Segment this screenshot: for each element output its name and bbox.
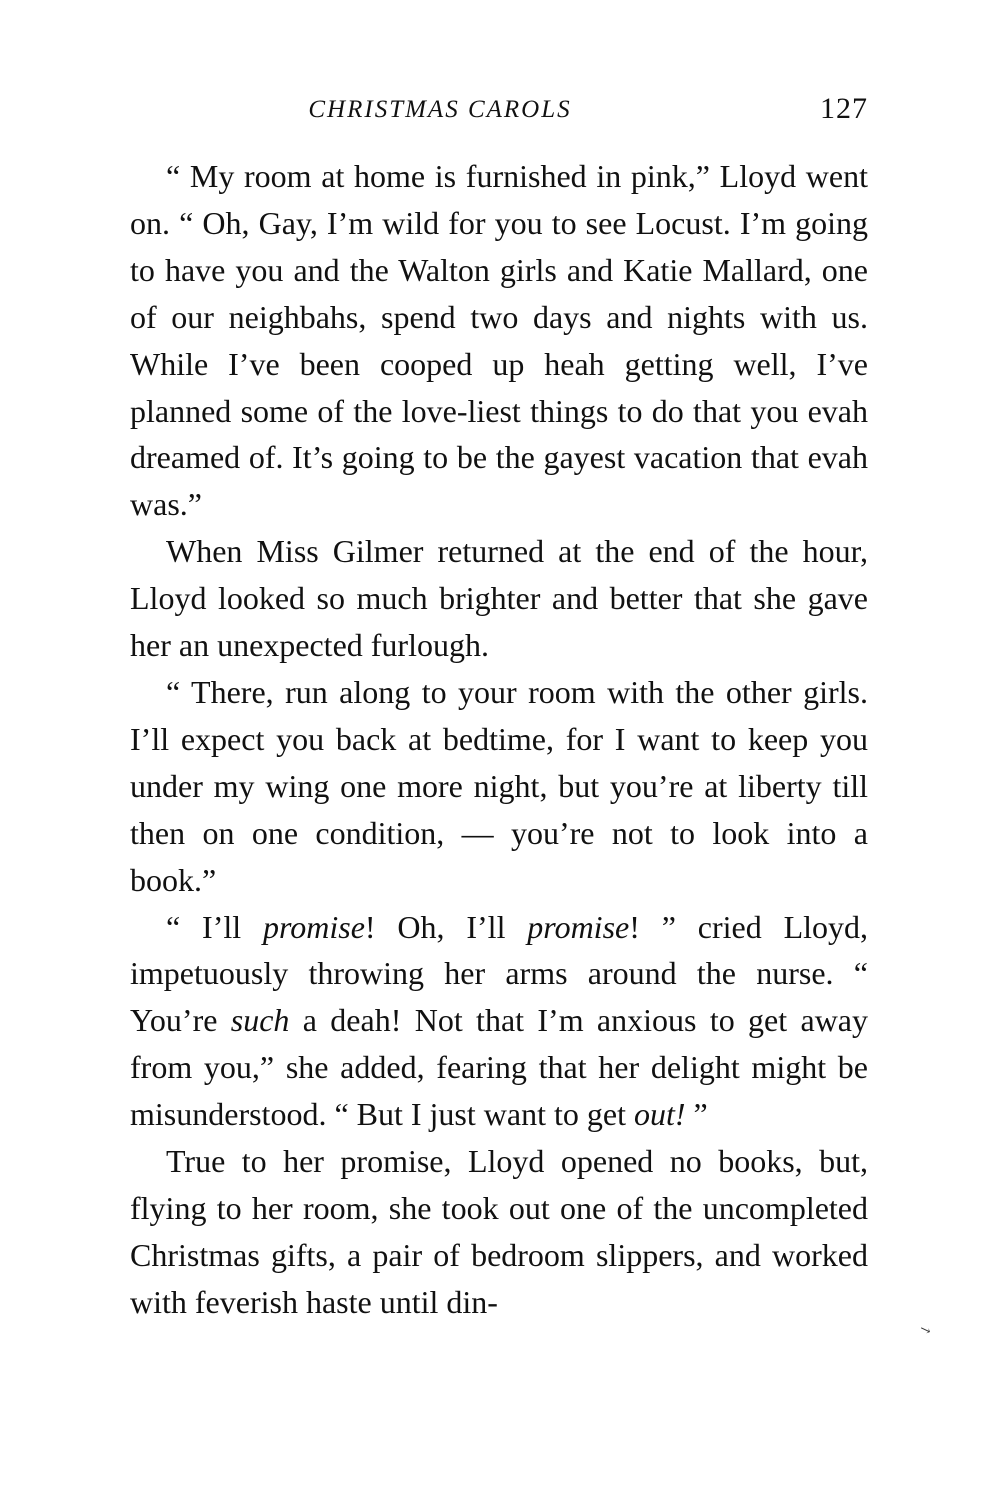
italic-text: out! bbox=[633, 1096, 686, 1133]
paragraph-4 bbox=[130, 904, 868, 1139]
italic-text: such bbox=[230, 1002, 290, 1039]
paragraph-5 bbox=[130, 1138, 868, 1326]
text-run: ! Oh, I’ll bbox=[364, 908, 528, 945]
text-run: When Miss Gilmer returned at the end of the hour, Lloyd looked so much brighter and better that she gave her an unexpected furlough. bbox=[130, 533, 868, 664]
paragraph-3 bbox=[130, 669, 868, 904]
text-run: ” bbox=[685, 1096, 708, 1133]
text-run: True to her promise, Lloyd opened no books, but, flying to her room, she took out one of the uncompleted Christmas gifts, a pair of bedroom slippers, and worked with feverish haste until din- bbox=[130, 1143, 868, 1320]
running-title: CHRISTMAS CAROLS bbox=[308, 96, 572, 123]
page-number: 127 bbox=[820, 92, 868, 125]
text-run: a deah! Not that I’m anxious to get away from you,” she added, fearing that her delight might be misunderstood. “ But I just want to get bbox=[130, 1002, 869, 1133]
body-text bbox=[130, 153, 868, 1326]
text-run: ! ” cried Lloyd, impetuously throwing her arms around the nurse. “ You’re bbox=[130, 908, 868, 1039]
italic-text: promise bbox=[527, 908, 630, 945]
text-run: “ My room at home is furnished in pink,” Lloyd went on. “ Oh, Gay, I’m wild for you to see Locust. I’m going to have you and the Walton girls and Katie Mallard, one of our neighbahs, spend two days and nights with us. While I’ve been cooped up heah getting well, I’ve planned some of the love-liest things to do that you evah dreamed of. It’s going to be the gayest vacation that evah was.” bbox=[130, 158, 868, 523]
text-run: “ I’ll bbox=[166, 908, 263, 945]
ink-speck: ↘ bbox=[917, 1320, 933, 1339]
italic-text: promise bbox=[262, 908, 365, 945]
paragraph-2 bbox=[130, 528, 868, 669]
text-run: “ There, run along to your room with the other girls. I’ll expect you back at bedtime, for I want to keep you under my wing one more night, but you’re at liberty till then on one condition, — you’re not to look into a book.” bbox=[130, 673, 868, 898]
paragraph-1 bbox=[130, 153, 868, 528]
running-head bbox=[130, 92, 870, 132]
